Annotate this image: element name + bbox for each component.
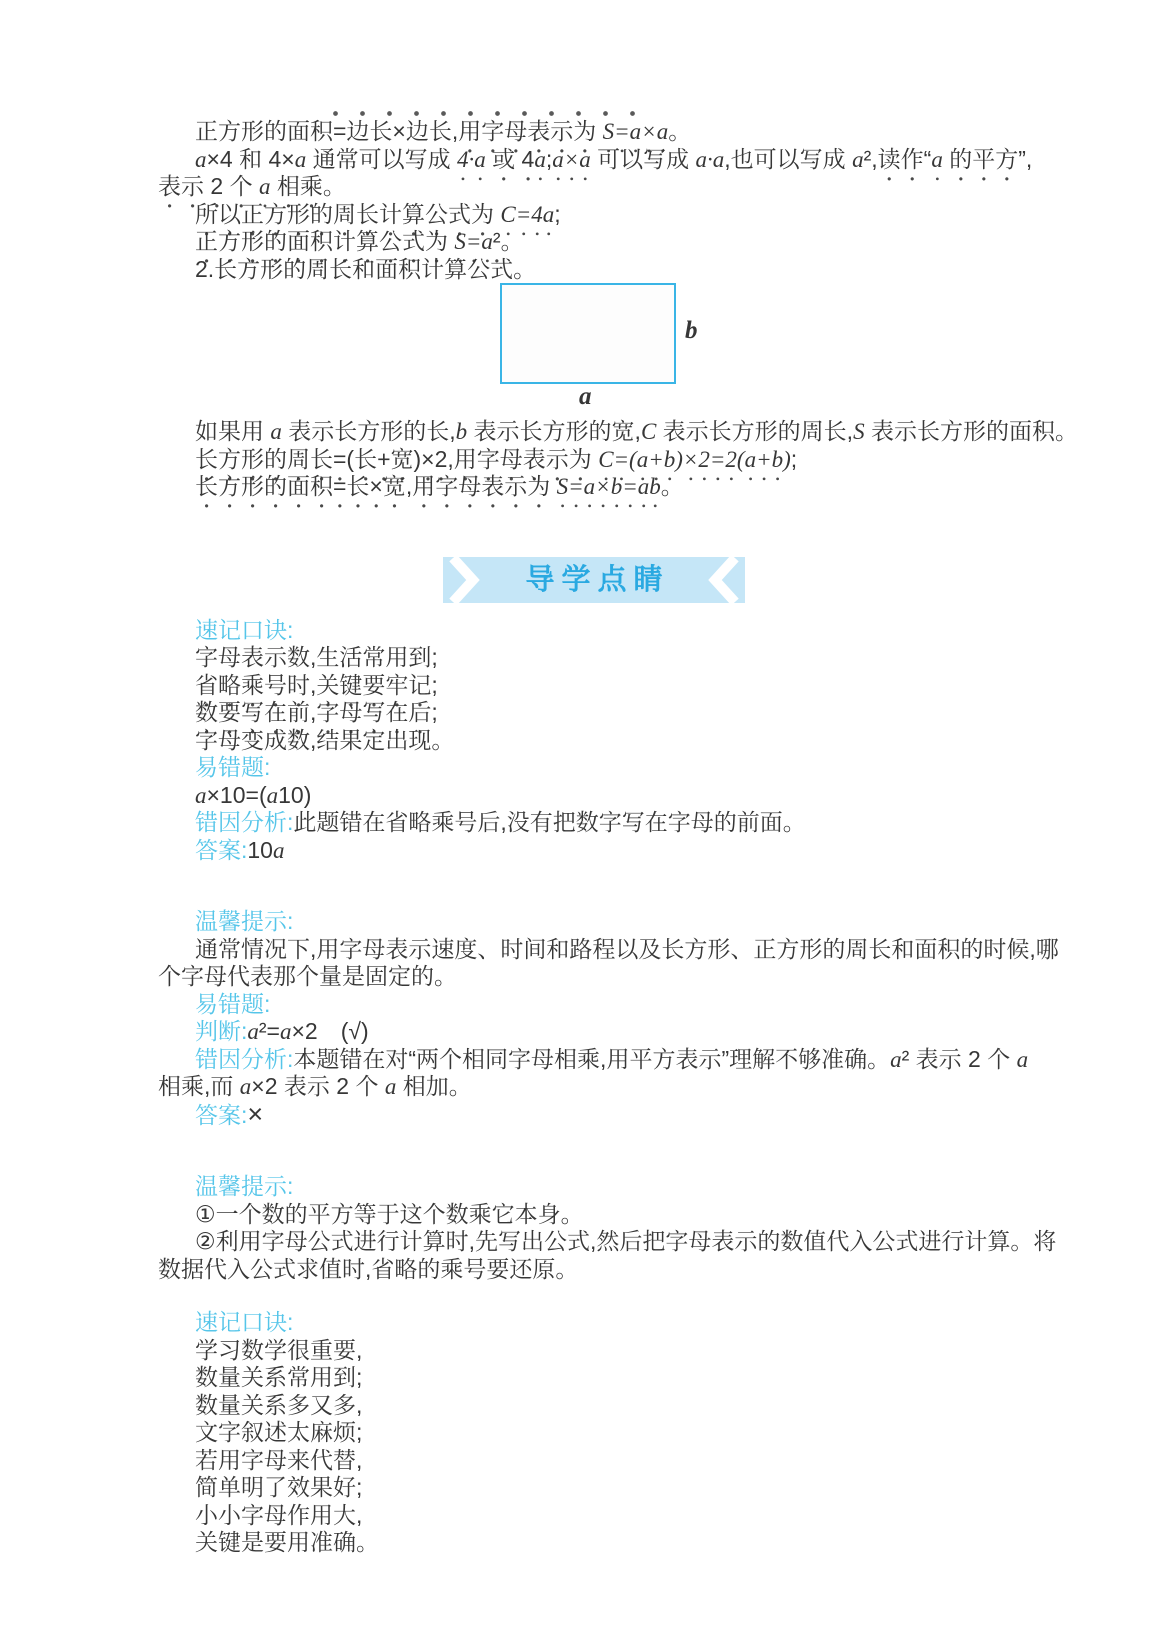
text-segment: 数量关系多又多, <box>195 1391 363 1418</box>
section-rectangle-formulas <box>158 418 1078 501</box>
text-segment: ²。 <box>492 228 524 254</box>
text-segment: a <box>195 146 207 172</box>
text-segment: 10) <box>278 781 312 808</box>
page-content <box>158 118 1078 1557</box>
text-line <box>158 991 1030 1019</box>
text-line <box>158 1392 1030 1420</box>
section-mnemonic-2 <box>158 1309 1030 1557</box>
section-mnemonic-1 <box>158 617 1030 865</box>
text-segment: 相乘。 <box>270 173 346 199</box>
text-segment: 用字母表示为 <box>458 118 603 144</box>
text-line <box>158 1046 1030 1074</box>
banner-title: 导学点睛 <box>525 563 670 596</box>
text-segment: 易错题: <box>195 754 271 780</box>
text-line <box>158 201 1030 229</box>
text-segment: a <box>247 1019 259 1044</box>
text-line <box>158 1447 1030 1475</box>
text-segment: 表示长方形的长, <box>281 418 456 444</box>
text-segment: 正方形的面积=边长×边长, <box>195 118 459 144</box>
text-segment: a×a <box>552 146 591 172</box>
text-segment: ; <box>545 145 553 172</box>
text-segment: × <box>247 1098 264 1129</box>
text-segment: 温馨提示: <box>195 1173 294 1199</box>
text-segment: 字母表示数,生活常用到; <box>195 644 438 670</box>
text-segment: ×2 表示 2 个 <box>251 1073 385 1099</box>
text-segment: a <box>272 837 285 863</box>
text-segment: 。 <box>668 118 692 144</box>
section-tip-1 <box>158 908 1059 1129</box>
text-segment: 省略乘号时,关键要牢记; <box>195 671 438 698</box>
text-segment: ,也可以写成 <box>724 145 853 172</box>
text-line <box>158 228 1030 256</box>
text-line <box>158 1474 1030 1502</box>
text-segment: 2.长方形的周长和面积计算公式。 <box>195 255 537 282</box>
text-segment: a <box>266 782 279 808</box>
text-line <box>158 1173 1030 1201</box>
text-segment: S=a×a <box>602 119 669 144</box>
text-segment: 通常可以写成 <box>306 145 458 172</box>
text-line <box>158 1073 1030 1101</box>
text-segment: S=a×b=ab <box>556 474 661 499</box>
text-line <box>158 418 1078 446</box>
side-a-label: a <box>579 383 592 410</box>
text-line <box>158 1502 1030 1530</box>
text-segment: 判断: <box>195 1018 248 1044</box>
text-segment: 正方形的面积计算公式为 <box>195 228 455 254</box>
text-line <box>158 809 1030 837</box>
text-segment: S=a <box>454 229 493 254</box>
text-line <box>158 908 1030 936</box>
text-segment: 关键是要用准确。 <box>195 1529 379 1555</box>
text-segment: 数量关系常用到; <box>195 1364 363 1390</box>
text-segment: 错因分析: <box>195 1045 294 1072</box>
text-segment: S <box>853 419 865 444</box>
text-line <box>158 727 1030 755</box>
text-segment: 数要写在前,字母写在后; <box>195 699 438 725</box>
text-segment: 表示长方形的面积。 <box>864 418 1078 444</box>
text-segment: 的平方”, <box>942 145 1033 172</box>
text-line <box>158 1098 1030 1129</box>
text-line <box>158 754 1030 782</box>
text-segment: a <box>931 146 943 172</box>
text-segment: 答案: <box>195 1101 248 1128</box>
section-tip-2 <box>158 1173 1057 1283</box>
text-segment: 可以写成 <box>590 145 696 172</box>
text-segment: ×10=( <box>206 781 267 808</box>
text-segment: ; <box>790 445 798 472</box>
text-segment: ; <box>554 200 561 227</box>
text-segment: 相加。 <box>396 1073 472 1099</box>
text-segment: 温馨提示: <box>195 908 294 934</box>
text-segment: 若用字母来代替, <box>195 1446 363 1473</box>
text-segment: ②利用字母公式进行计算时,先写出公式,然后把字母表示的数值代入公式进行计算。将 <box>195 1228 1057 1254</box>
text-line <box>158 644 1030 672</box>
text-segment: C=4a <box>500 201 555 227</box>
text-segment: 易错题: <box>195 990 271 1017</box>
rectangle-shape <box>500 283 676 384</box>
text-line <box>158 782 1030 810</box>
text-segment: C=(a+b)×2=2(a+b) <box>598 446 791 472</box>
text-line <box>158 446 1030 474</box>
text-segment: 所以正方形的周长计算公式为 <box>195 200 501 227</box>
text-segment: ²= <box>258 1018 280 1044</box>
text-segment: a <box>270 419 282 444</box>
text-segment: b <box>455 419 468 444</box>
text-line <box>158 118 1030 146</box>
text-segment: 本题错在对“两个相同字母相乘,用平方表示”理解不够准确。 <box>293 1045 891 1072</box>
text-segment: a <box>852 146 864 172</box>
text-segment: a <box>890 1046 902 1072</box>
text-line <box>158 1256 1030 1284</box>
text-segment: ×4 和 4× <box>206 145 295 172</box>
text-segment: 表示 2 个 <box>158 173 259 199</box>
text-line <box>158 1018 1030 1046</box>
text-segment: a <box>258 174 271 199</box>
text-line <box>158 173 1030 201</box>
cropped-emphasis-dots <box>322 110 652 117</box>
text-line <box>158 1337 1030 1365</box>
text-line <box>158 1228 1057 1256</box>
text-segment: 如果用 <box>195 418 271 444</box>
text-line <box>158 1201 1030 1229</box>
text-segment: 读作“ <box>877 145 932 172</box>
text-segment: 学习数学很重要, <box>195 1336 363 1363</box>
text-segment: ①一个数的平方等于这个数乘它本身。 <box>195 1200 584 1227</box>
text-line <box>158 145 1033 174</box>
text-segment: 数据代入公式求值时,省略的乘号要还原。 <box>158 1255 579 1282</box>
text-segment: 。 <box>660 473 684 499</box>
text-segment: a <box>384 1074 397 1099</box>
text-segment: 长方形的周长=(长+宽)×2,用字母表示为 <box>195 445 599 472</box>
text-segment: 此题错在省略乘号后,没有把数字写在字母的前面。 <box>293 809 806 835</box>
text-segment: a <box>279 1019 292 1044</box>
text-segment: a <box>239 1074 252 1099</box>
section-square-formulas <box>158 118 1033 283</box>
text-segment: a <box>1016 1046 1029 1072</box>
text-segment: 速记口诀: <box>195 616 294 643</box>
text-segment: a <box>534 146 546 172</box>
text-segment: 答案: <box>195 836 248 863</box>
text-segment: C <box>640 419 657 444</box>
text-segment: a <box>294 146 307 172</box>
text-segment: ² 表示 2 个 <box>901 1045 1017 1072</box>
text-line <box>158 963 1030 991</box>
chevron-left-icon <box>706 557 740 603</box>
guide-banner <box>443 557 745 603</box>
text-line <box>158 699 1030 727</box>
text-line <box>158 1309 1030 1337</box>
text-segment: 相乘,而 <box>158 1073 240 1099</box>
text-segment: 表示长方形的周长, <box>656 418 854 444</box>
text-line <box>158 1364 1030 1392</box>
text-line <box>158 935 1059 964</box>
text-segment: 表示长方形的宽, <box>467 418 641 444</box>
text-segment: 文字叙述太麻烦; <box>195 1419 363 1445</box>
text-segment: ×2 (√) <box>291 1018 369 1044</box>
text-segment: 4·a <box>457 146 486 172</box>
text-line <box>158 256 1030 284</box>
text-line <box>158 1529 1030 1557</box>
side-b-label: b <box>685 317 698 344</box>
text-line <box>158 617 1030 645</box>
text-segment: a·a <box>695 146 725 172</box>
text-segment: 个字母代表那个量是固定的。 <box>158 963 457 989</box>
text-segment: 小小字母作用大, <box>195 1501 363 1528</box>
rectangle-figure <box>158 283 1030 418</box>
text-segment: 或 4 <box>485 145 535 172</box>
text-segment: ², <box>863 145 878 172</box>
text-segment: 通常情况下,用字母表示速度、时间和路程以及长方形、正方形的周长和面积的时候,哪 <box>195 935 1059 962</box>
text-segment: 速记口诀: <box>195 1309 294 1335</box>
text-segment: 长方形的面积=长×宽,用字母表示为 <box>195 473 557 499</box>
text-segment: 错因分析: <box>195 809 294 835</box>
chevron-right-icon <box>448 557 482 603</box>
text-segment: a <box>195 782 207 808</box>
text-segment: 10 <box>247 836 273 863</box>
text-line <box>158 837 1030 865</box>
text-line <box>158 672 1030 700</box>
text-segment: 简单明了效果好; <box>195 1474 363 1500</box>
text-segment: 字母变成数,结果定出现。 <box>195 726 455 753</box>
text-line <box>158 1419 1030 1447</box>
text-line <box>158 473 1030 501</box>
